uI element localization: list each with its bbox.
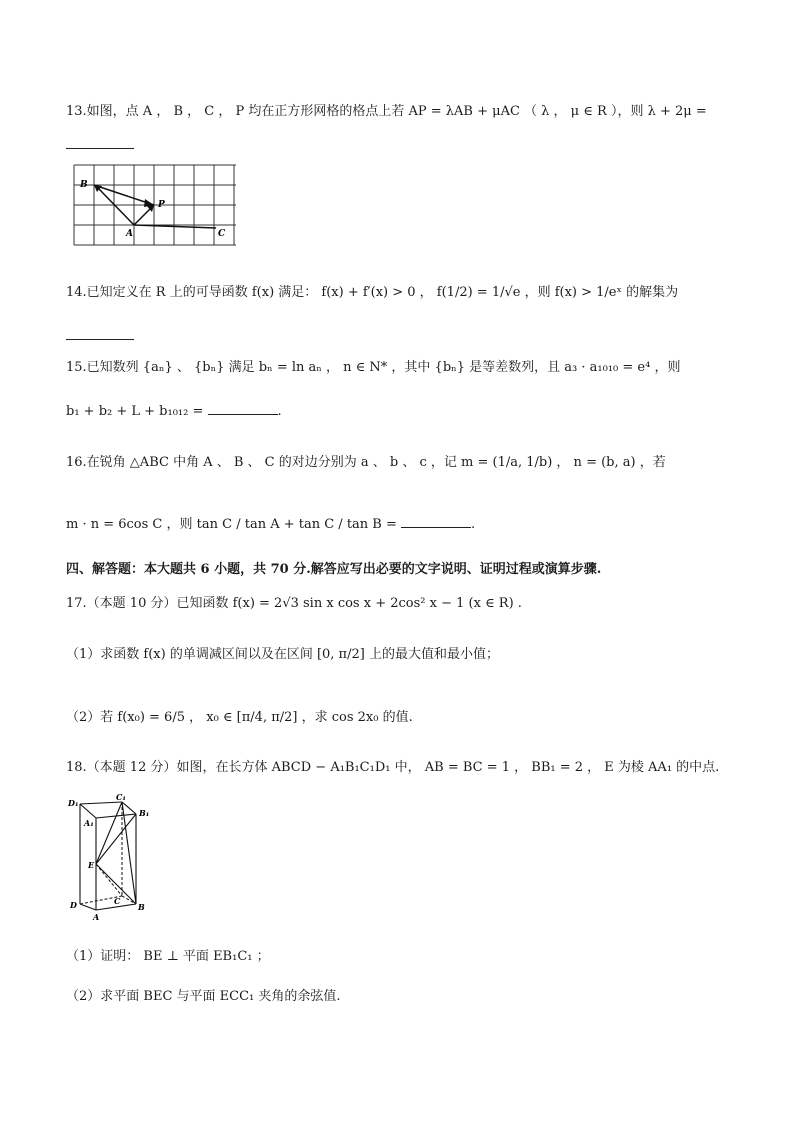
q18-label-b1: B₁ [139, 808, 150, 818]
q13-answer-blank [66, 147, 134, 149]
q15-line2: b₁ + b₂ + L + b₁₀₁₂ = . [66, 400, 282, 419]
q14-answer-blank [66, 338, 134, 340]
q18-label-d: D [70, 900, 77, 910]
q18-stem: 18.（本题 12 分）如图，在长方体 ABCD − A₁B₁C₁D₁ 中， AB = BC = 1 ， BB₁ = 2 ， E 为棱 AA₁ 的中点. [66, 760, 720, 775]
q13-label-c: C [218, 229, 226, 239]
q13-label-p: P [158, 200, 165, 210]
q17-part2: （2）若 f(x₀) = 6/5 ， x₀ ∈ [π/4, π/2] ，求 cos 2x₀ 的值. [66, 710, 413, 725]
q16-answer-blank [401, 513, 471, 528]
q17-stem: 17.（本题 10 分）已知函数 f(x) = 2√3 sin x cos x + 2cos² x − 1 (x ∈ R) . [66, 596, 522, 611]
q13-label-a: A [126, 229, 133, 239]
q18-label-c1: C₁ [116, 792, 126, 802]
q18-label-a1: A₁ [84, 818, 94, 828]
q18-label-c: C [114, 896, 121, 906]
q18-label-e: E [88, 860, 95, 870]
q18-label-a: A [93, 912, 100, 922]
q15-answer-blank [208, 400, 278, 415]
q17-part1: （1）求函数 f(x) 的单调减区间以及在区间 [0, π/2] 上的最大值和最小值； [66, 647, 499, 662]
q18-label-b: B [138, 902, 145, 912]
q16-ratio-expression: m · n = 6cos C ，则 tan C / tan A + tan C / tan B = [66, 517, 397, 532]
q13-text: 13.如图，点 A ， B ， C ， P 均在正方形网格的格点上若 AP = λAB + μAC （ λ ， μ ∈ R ），则 λ + 2μ = [66, 104, 707, 119]
q14-text: 14.已知定义在 R 上的可导函数 f(x) 满足： f(x) + f′(x) > 0 ， f(1/2) = 1/√e ，则 f(x) > 1/eˣ 的解集为 [66, 285, 679, 300]
q18-cuboid-figure [66, 792, 156, 922]
q16-line1: 16.在锐角 △ABC 中角 A 、 B 、 C 的对边分别为 a 、 b 、 c ，记 m = (1/a, 1/b) ， n = (b, a) ，若 [66, 455, 666, 470]
q13-grid-figure [66, 158, 242, 250]
q13-label-b: B [80, 180, 88, 190]
q16-line2: m · n = 6cos C ，则 tan C / tan A + tan C / tan B = . [66, 513, 475, 532]
q15-sum-expression: b₁ + b₂ + L + b₁₀₁₂ = [66, 404, 204, 419]
section4-heading: 四、解答题：本大题共 6 小题，共 70 分.解答应写出必要的文字说明、证明过程或演算步骤. [66, 562, 602, 577]
q15-line1: 15.已知数列 {aₙ} 、 {bₙ} 满足 bₙ = ln aₙ ， n ∈ N* ，其中 {bₙ} 是等差数列，且 a₃ · a₁₀₁₀ = e⁴ ，则 [66, 360, 681, 375]
q18-part1: （1）证明： BE ⊥ 平面 EB₁C₁ ； [66, 949, 270, 964]
q18-part2: （2）求平面 BEC 与平面 ECC₁ 夹角的余弦值. [66, 989, 341, 1004]
q18-label-d1: D₁ [68, 798, 79, 808]
